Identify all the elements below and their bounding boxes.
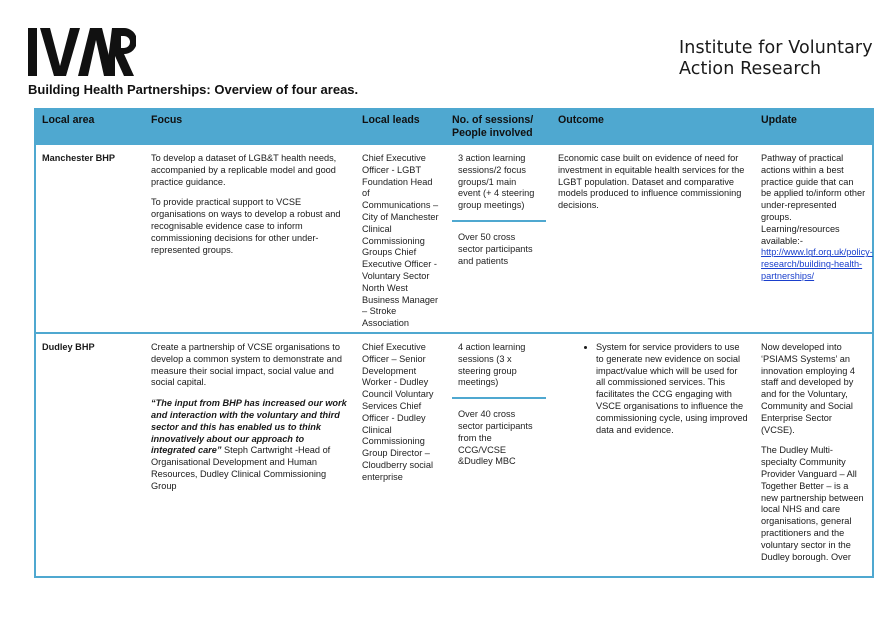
focus-paragraph: Create a partnership of VCSE organisations to develop a common system to demonstrate and measure their social impact, social value and social capital. — [151, 341, 342, 388]
page-title: Building Health Partnerships: Overview of four areas. — [28, 82, 359, 97]
col-header-local-area: Local area — [35, 109, 145, 144]
table-row — [35, 333, 873, 577]
col-header-update: Update — [755, 109, 873, 144]
cell-sessions — [446, 144, 552, 333]
col-header-sessions: No. of sessions/ People involved — [446, 109, 552, 144]
focus-paragraph: To develop a dataset of LGB&T health needs, accompanied by a replicable model and good practice guidance. — [151, 153, 337, 187]
resources-link[interactable]: http://www.lgf.org.uk/policy-research/building-health-partnerships/ — [761, 247, 873, 281]
people-involved: Over 40 cross sector participants from the CCG/VCSE &Dudley MBC — [452, 397, 546, 468]
cell-local-area: Dudley BHP — [35, 333, 145, 577]
sessions-count: 4 action learning sessions (3 x steering group meetings) — [458, 341, 526, 388]
col-header-local-leads: Local leads — [356, 109, 446, 144]
col-header-outcome: Outcome — [552, 109, 755, 144]
institute-line-1: Institute for Voluntary — [679, 38, 873, 58]
ivar-logo — [28, 26, 136, 78]
cell-outcome: Economic case built on evidence of need for investment in equitable health services for the LGBT population. Dataset and comparative models produced to influence commissioning decisions. — [552, 144, 755, 333]
cell-sessions — [446, 333, 552, 577]
focus-paragraph: To provide practical support to VCSE organisations on ways to develop a robust and recognisable evidence case to inform commissioning decisions for other under-represented groups. — [151, 197, 341, 255]
institute-line-2: Action Research — [679, 59, 822, 79]
table-row — [35, 144, 873, 333]
col-header-focus: Focus — [145, 109, 356, 144]
cell-update — [755, 144, 873, 333]
cell-local-area: Manchester BHP — [35, 144, 145, 333]
cell-local-leads: Chief Executive Officer - LGBT Foundation Head of Communications – City of Manchester Clinical Commissioning Groups Chief Executive Officer - Voluntary Sector North West Business Manager – Stroke Association — [356, 144, 446, 333]
update-clip — [761, 342, 866, 574]
quote-attribution: Steph Cartwright -Head of Organisational Development and Human Resources, Dudley Clinical Commissioning Group — [151, 445, 331, 491]
cell-outcome — [552, 333, 755, 577]
cell-local-leads: Chief Executive Officer – Senior Development Worker - Dudley Council Voluntary Services Chief Officer - Dudley Clinical Commissioning Group Director – Cloudberry social enterprise — [356, 333, 446, 577]
table-header-row — [35, 109, 873, 144]
people-involved: Over 50 cross sector participants and patients — [452, 220, 546, 267]
overview-table — [34, 108, 874, 578]
sessions-count: 3 action learning sessions/2 focus groups/1 main event (+ 4 steering group meetings) — [458, 153, 535, 211]
cell-focus — [145, 144, 356, 333]
cell-update — [755, 333, 873, 577]
outcome-bullet: • System for service providers to use to generate new evidence on social impact/value which will be used for all commissioned services. This facilitates the CCG engaging with VSCE organisations to influence the commissioning cycle, using improved data and evidence. — [596, 342, 749, 436]
focus-quote-block — [151, 398, 350, 492]
focus-quote: “The input from BHP has increased our work and interaction with the voluntary and third sector and this has enabled us to think innovatively about our approach to integrated care” — [151, 398, 347, 456]
cell-focus — [145, 333, 356, 577]
update-paragraph: The Dudley Multi-specialty Community Provider Vanguard – All Together Better – is a new partnership between local NHS and care organisations, general practitioners and the voluntary sector in the Dudley borough. Over — [761, 445, 864, 562]
update-text: Pathway of practical actions within a best practice guide that can be applied to/inform other under-represented groups. Learning/resources available:- — [761, 153, 866, 246]
update-paragraph: Now developed into ‘PSIAMS Systems’ an innovation employing 4 staff and developed by and for the Voluntary, Community and Social Enterprise Sector (VCSE). — [761, 341, 855, 435]
outcome-bullet-list — [558, 342, 749, 436]
institute-name — [679, 38, 873, 80]
